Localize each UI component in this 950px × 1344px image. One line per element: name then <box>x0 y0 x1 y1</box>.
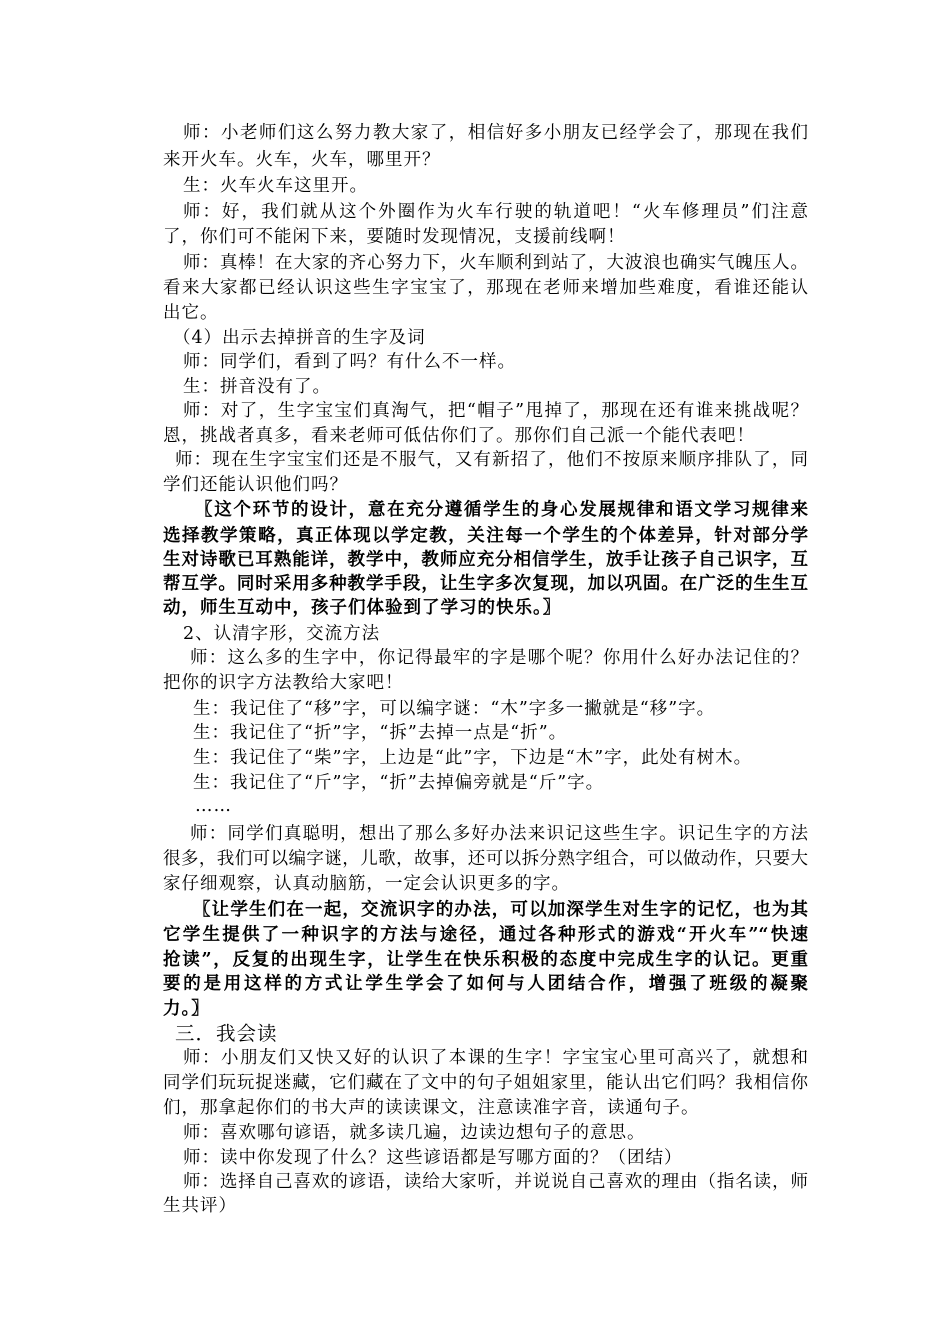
text-line: 动，师生互动中，孩子们体验到了学习的快乐。〗 <box>163 598 562 618</box>
text-line: 师：小朋友们又快又好的认识了本课的生字！字宝宝心里可高兴了，就想和 <box>183 1048 808 1068</box>
text-line: 师：好，我们就从这个外圈作为火车行驶的轨道吧！“火车修理员”们注意 <box>183 202 808 222</box>
text-line: 选择教学策略，真正体现以学定教，关注每一个学生的个体差异，针对部分学 <box>163 526 808 546</box>
text-line: 了，你们可不能闲下来，要随时发现情况，支援前线啊！ <box>163 227 626 247</box>
text-line: 来开火车。火车，火车，哪里开？ <box>163 150 441 170</box>
text-line: 2、认清字形，交流方法 <box>183 624 381 644</box>
text-line: 生：拼音没有了。 <box>183 377 331 397</box>
text-line: 生对诗歌已耳熟能详，教学中，教师应充分相信学生，放手让孩子自己识字，互 <box>163 550 808 570</box>
text-line: 师：同学们真聪明，想出了那么多好办法来识记这些生字。识记生字的方法 <box>190 824 808 844</box>
text-line: 要的是用这样的方式让学生学会了如何与人团结合作，增强了班级的凝聚 <box>163 974 808 994</box>
text-line: （4）出示去掉拼音的生字及词 <box>173 328 426 348</box>
text-line: 帮互学。同时采用多种教学手段，让生字多次复现，加以巩固。在广泛的生生互 <box>163 574 808 594</box>
text-line: 〖让学生们在一起，交流识字的办法，可以加深学生对生字的记忆，也为其 <box>193 900 808 920</box>
text-line: 师：对了，生字宝宝们真淘气，把“帽子”甩掉了，那现在还有谁来挑战呢？ <box>183 401 808 421</box>
text-line: 看来大家都已经认识这些生字宝宝了，那现在老师来增加些难度，看谁还能认 <box>163 278 808 298</box>
text-line: 师：喜欢哪句谚语，就多读几遍，边读边想句子的意思。 <box>183 1123 646 1143</box>
text-line: …… <box>195 796 232 816</box>
text-line: 力。〗 <box>163 999 210 1019</box>
text-line: 它学生提供了一种识字的方法与途径，通过各种形式的游戏“开火车”“快速 <box>163 925 808 945</box>
text-line: 师：现在生字宝宝们还是不服气，又有新招了，他们不按原来顺序排队了，同 <box>175 450 808 470</box>
text-line: 把你的识字方法教给大家吧！ <box>163 673 404 693</box>
text-line: 师：这么多的生字中，你记得最牢的字是哪个呢？你用什么好办法记住的？ <box>190 648 808 668</box>
text-line: 抢读”，反复的出现生字，让学生在快乐积极的态度中完成生字的认记。更重 <box>163 950 808 970</box>
text-line: 师：同学们，看到了吗？有什么不一样。 <box>183 352 516 372</box>
text-line: 生：火车火车这里开。 <box>183 176 368 196</box>
text-line: 学们还能认识他们吗？ <box>163 475 348 495</box>
text-line: 家仔细观察，认真动脑筋，一定会认识更多的字。 <box>163 874 570 894</box>
text-line: 生共评） <box>163 1196 237 1216</box>
text-line: 恩，挑战者真多，看来老师可低估你们了。那你们自己派一个能代表吧！ <box>163 426 755 446</box>
text-line: 生：我记住了“斤”字，“折”去掉偏旁就是“斤”字。 <box>193 773 605 793</box>
text-line: 师：小老师们这么努力教大家了，相信好多小朋友已经学会了，那现在我们 <box>183 123 808 143</box>
text-line: 很多，我们可以编字谜，儿歌，故事，还可以拆分熟字组合，可以做动作，只要大 <box>163 849 808 869</box>
text-line: 同学们玩玩捉迷藏，它们藏在了文中的句子姐姐家里，能认出它们吗？我相信你 <box>163 1073 808 1093</box>
text-line: 师：选择自己喜欢的谚语，读给大家听，并说说自己喜欢的理由（指名读，师 <box>183 1172 808 1192</box>
text-line: 生：我记住了“移”字，可以编字谜：“木”字多一撇就是“移”字。 <box>193 699 716 719</box>
text-line: 生：我记住了“折”字，“拆”去掉一点是“折”。 <box>193 723 568 743</box>
text-line: 出它。 <box>163 303 219 323</box>
text-line: 师：真棒！在大家的齐心努力下，火车顺利到站了，大波浪也确实气魄压人。 <box>183 253 808 273</box>
text-line: 生：我记住了“柴”字，上边是“此”字，下边是“木”字，此处有树木。 <box>193 748 753 768</box>
text-line: 〖这个环节的设计，意在充分遵循学生的身心发展规律和语文学习规律来 <box>195 500 808 520</box>
text-line: 师：读中你发现了什么？这些谚语都是写哪方面的？（团结） <box>183 1148 683 1168</box>
text-line: 们，那拿起你们的书大声的读读课文，注意读准字音，读通句子。 <box>163 1098 700 1118</box>
section-title: 三．我会读 <box>175 1022 278 1045</box>
